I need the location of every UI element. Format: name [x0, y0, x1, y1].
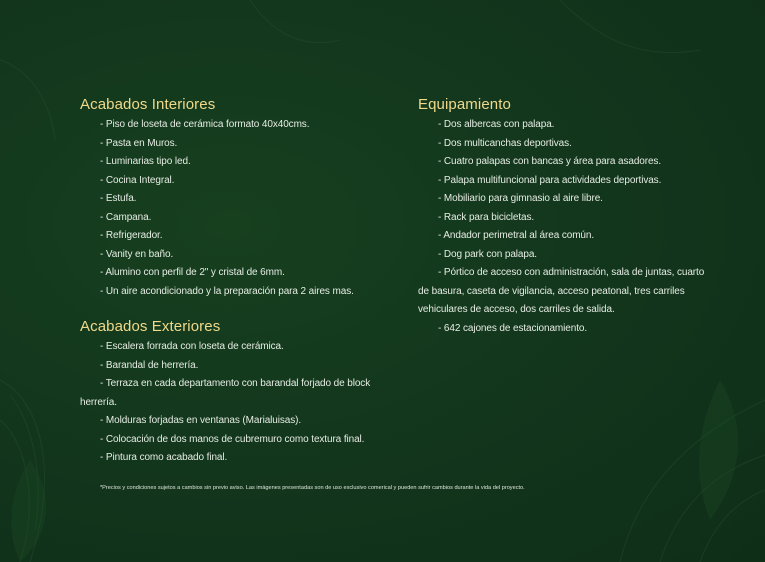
interiores-section: [80, 96, 410, 301]
list-item: - Escalera forrada con loseta de cerámica.: [100, 341, 284, 352]
list-item: - Alumino con perfil de 2" y cristal de 6mm.: [100, 267, 285, 278]
list-item: - Pasta en Muros.: [100, 137, 178, 149]
equipamiento-title: Equipamiento: [418, 96, 511, 113]
equipamiento-list: [418, 116, 728, 338]
interiores-list: [80, 116, 410, 301]
list-item: - Colocación de dos manos de cubremuro como textura final.: [100, 433, 365, 445]
list-item: - Campana.: [100, 211, 152, 223]
disclaimer-text: *Precios y condiciones sujetos a cambios sin previo aviso. Las imágenes presentadas son de uso exclusivo comerical y pueden sufrir cambios durante la vida del proyecto.: [100, 485, 525, 491]
list-item: - Pintura como acabado final.: [100, 452, 228, 463]
list-item-continuation: de basura, caseta de vigilancia, acceso peatonal, tres carriles: [418, 285, 685, 297]
list-item: - Refrigerador.: [100, 230, 163, 241]
list-item-continuation: herrería.: [80, 396, 117, 408]
list-item: - Dos multicanchas deportivas.: [438, 137, 572, 149]
list-item: - Rack para bicicletas.: [438, 211, 535, 223]
list-item: - Barandal de herrería.: [100, 359, 199, 371]
list-item: - Cocina Integral.: [100, 174, 175, 186]
exteriores-title: Acabados Exteriores: [80, 318, 221, 335]
interiores-title: Acabados Interiores: [80, 96, 216, 113]
list-item: - Molduras forjadas en ventanas (Marialuisas).: [100, 415, 302, 426]
list-item: - Andador perimetral al área común.: [438, 230, 595, 241]
list-item-continuation: vehiculares de acceso, dos carriles de salida.: [418, 304, 615, 315]
list-item: - 642 cajones de estacionamiento.: [438, 322, 588, 334]
list-item: - Vanity en baño.: [100, 248, 174, 260]
list-item: - Estufa.: [100, 193, 137, 204]
list-item: - Un aire acondicionado y la preparación para 2 aires mas.: [100, 285, 354, 297]
list-item: - Dog park con palapa.: [438, 248, 537, 260]
list-item: - Dos albercas con palapa.: [438, 119, 555, 130]
list-item: - Pórtico de acceso con administración, sala de juntas, cuarto: [438, 267, 705, 278]
list-item: - Cuatro palapas con bancas y área para asadores.: [438, 156, 662, 167]
list-item: - Luminarias tipo led.: [100, 156, 191, 167]
equipamiento-section: [418, 96, 728, 338]
exteriores-list: [80, 338, 410, 468]
list-item: - Mobiliario para gimnasio al aire libre.: [438, 193, 603, 204]
list-item: - Piso de loseta de cerámica formato 40x40cms.: [100, 119, 310, 130]
list-item: - Terraza en cada departamento con barandal forjado de block: [100, 378, 371, 389]
exteriores-section: [80, 318, 410, 468]
list-item: - Palapa multifuncional para actividades deportivas.: [438, 174, 662, 186]
